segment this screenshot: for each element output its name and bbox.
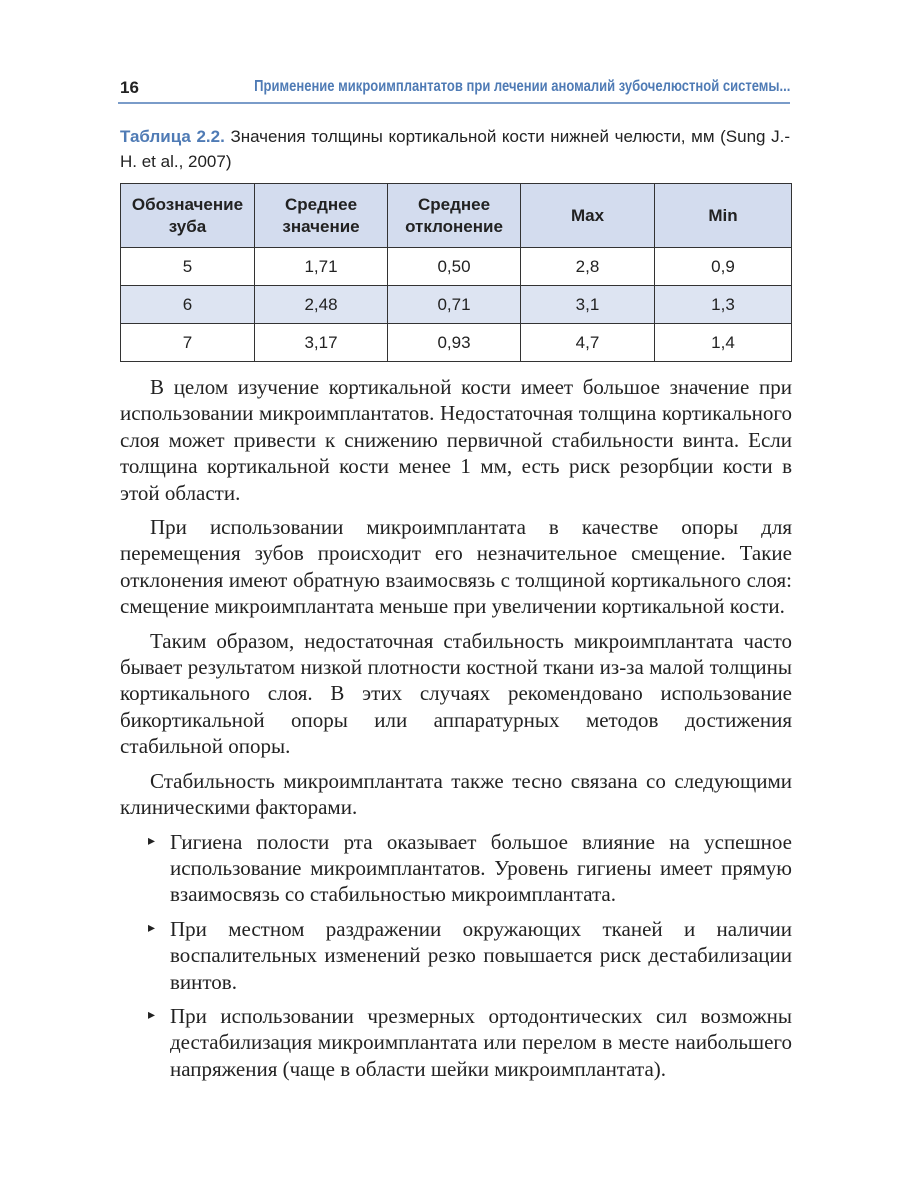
col-header-max: Max [521,184,655,248]
table-cell: 5 [121,248,255,286]
table-cell: 3,17 [255,324,388,362]
col-header-deviation: Среднее отклонение [388,184,521,248]
table-caption [120,124,790,174]
table-cell: 0,71 [388,286,521,324]
table-row [121,286,792,324]
paragraph: При использовании микроимплантата в качестве опоры для перемещения зубов происходит его незначительное смещение. Такие отклонения имеют обратную взаимосвязь с толщиной кортикального слоя: смещение микроимплантата меньше при увеличении кортикальной кости. [120,515,792,619]
table-header-row [121,184,792,248]
list-item [120,1003,792,1082]
table-cell: 3,1 [521,286,655,324]
running-head [118,76,790,104]
col-header-min: Min [655,184,792,248]
col-header-tooth: Обозначение зуба [121,184,255,248]
table-cell: 0,93 [388,324,521,362]
right-triangle-icon: ▸ [148,833,156,849]
table-caption-label: Таблица 2.2. [120,127,225,146]
running-title: Применение микроимплантатов при лечении аномалий зубочелюстной системы... [253,78,790,95]
list-item-text: Гигиена полости рта оказывает большое влияние на успешное использование микроимплантатов. Уровень гигиены имеет прямую взаимосвязь со стабильностью микроимплантата. [170,829,792,907]
page-number: 16 [120,78,139,97]
table-cell: 0,50 [388,248,521,286]
paragraph: В целом изучение кортикальной кости имеет большое значение при использовании микроимплантатов. Недостаточная толщина кортикального слоя может привести к снижению первичной стабильности винта. Если толщина кортикальной кости менее 1 мм, есть риск резорбции кости в этой области. [120,375,792,505]
table-cell: 6 [121,286,255,324]
list-item-text: При использовании чрезмерных ортодонтических сил возможны дестабилизация микроимплантата или перелом в месте наибольшего напряжения (чаще в области шейки микроимплантата). [170,1003,792,1081]
list-item [120,916,792,995]
table-cell: 2,48 [255,286,388,324]
paragraph: Стабильность микроимплантата также тесно связана со следующими клиническими факторами. [120,768,792,820]
table-cell: 1,3 [655,286,792,324]
table-cell: 2,8 [521,248,655,286]
data-table [120,183,792,362]
list-item-text: При местном раздражении окружающих тканей и наличии воспалительных изменений резко повышается риск дестабилизации винтов. [170,916,792,994]
body-text [120,374,792,1090]
table-cell: 1,71 [255,248,388,286]
table-row [121,324,792,362]
table-row [121,248,792,286]
table-cell: 7 [121,324,255,362]
table-cell: 0,9 [655,248,792,286]
list-item [120,829,792,908]
paragraph: Таким образом, недостаточная стабильность микроимплантата часто бывает результатом низкой плотности костной ткани из-за малой толщины кортикального слоя. В этих случаях рекомендовано использование бикортикальной опоры или аппаратурных методов достижения стабильной опоры. [120,628,792,759]
right-triangle-icon: ▸ [148,920,156,936]
bullet-list [120,829,792,1083]
table-cell: 4,7 [521,324,655,362]
col-header-mean: Среднее значение [255,184,388,248]
table-cell: 1,4 [655,324,792,362]
table-caption-text: Значения толщины кортикальной кости нижней челюсти, мм (Sung J.-H. et al., 2007) [120,127,790,171]
right-triangle-icon: ▸ [148,1007,156,1023]
